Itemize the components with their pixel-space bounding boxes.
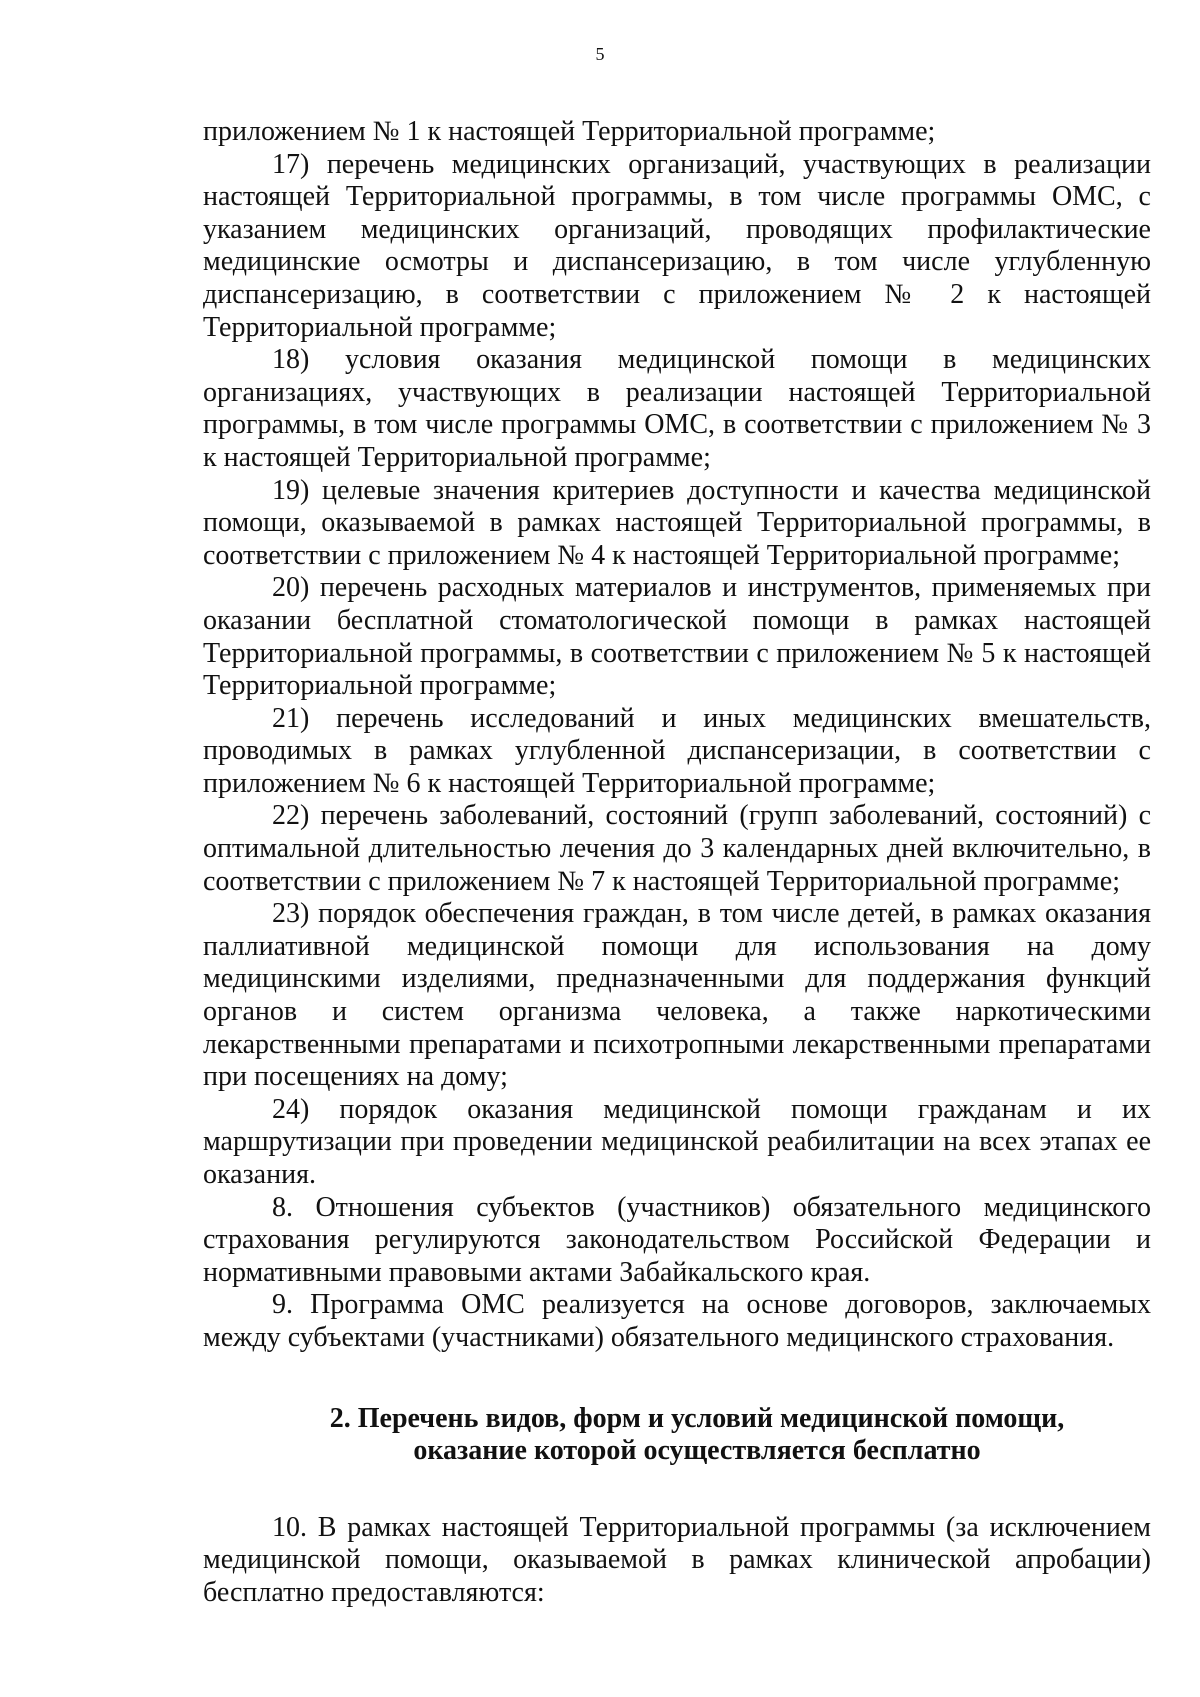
page-number: 5 [595, 44, 605, 64]
paragraph-item-20: 20) перечень расходных материалов и инструментов, применяемых при оказании бесплатной стоматологической помощи в рамках настоящей Территориальной программы, в соответствии с приложением № 5 к настоящей Территориальной программе; [203, 572, 1151, 702]
section-heading-line-2: оказание которой осуществляется бесплатно [413, 1435, 981, 1467]
paragraph-clause-8: 8. Отношения субъектов (участников) обязательного медицинского страхования регулируются законодательством Российской Федерации и нормативными правовыми актами Забайкальского края. [203, 1191, 1151, 1288]
paragraph-item-22: 22) перечень заболеваний, состояний (групп заболеваний, состояний) с оптимальной длительностью лечения до 3 календарных дней включительно, в соответствии с приложением № 7 к настоящей Территориальной программе; [203, 800, 1151, 897]
paragraph-item-17: 17) перечень медицинских организаций, участвующих в реализации настоящей Территориальной программы, в том числе программы ОМС, с указанием медицинских организаций, проводящих профилактические медицинские осмотры и диспансеризацию, в том числе углубленную диспансеризацию, в соответствии с приложением № 2 к настоящей Территориальной программе; [203, 148, 1151, 343]
section-heading [203, 1403, 1151, 1468]
paragraph-item-24: 24) порядок оказания медицинской помощи гражданам и их маршрутизации при проведении медицинской реабилитации на всех этапах ее оказания. [203, 1093, 1151, 1190]
paragraph-item-19: 19) целевые значения критериев доступности и качества медицинской помощи, оказываемой в рамках настоящей Территориальной программы, в соответствии с приложением № 4 к настоящей Территориальной программе; [203, 474, 1151, 571]
paragraph-item-18: 18) условия оказания медицинской помощи в медицинских организациях, участвующих в реализации настоящей Территориальной программы, в том числе программы ОМС, в соответствии с приложением № 3 к настоящей Территориальной программе; [203, 344, 1151, 473]
paragraph-clause-9: 9. Программа ОМС реализуется на основе договоров, заключаемых между субъектами (участниками) обязательного медицинского страхования. [203, 1289, 1151, 1353]
section-heading-line-1: 2. Перечень видов, форм и условий медицинской помощи, [329, 1402, 1065, 1434]
paragraph-item-23: 23) порядок обеспечения граждан, в том числе детей, в рамках оказания паллиативной медицинской помощи для использования на дому медицинскими изделиями, предназначенными для поддержания функций органов и систем организма человека, а также наркотическими лекарственными препаратами и психотропными лекарственными препаратами при посещениях на дому; [203, 898, 1151, 1093]
document-body [203, 116, 1151, 1610]
paragraph-clause-10: 10. В рамках настоящей Территориальной программы (за исключением медицинской помощи, оказываемой в рамках клинической апробации) бесплатно предоставляются: [203, 1511, 1151, 1608]
paragraph-continuation: приложением № 1 к настоящей Территориальной программе; [203, 116, 936, 147]
paragraph-item-21: 21) перечень исследований и иных медицинских вмешательств, проводимых в рамках углубленной диспансеризации, в соответствии с приложением № 6 к настоящей Территориальной программе; [203, 702, 1151, 799]
